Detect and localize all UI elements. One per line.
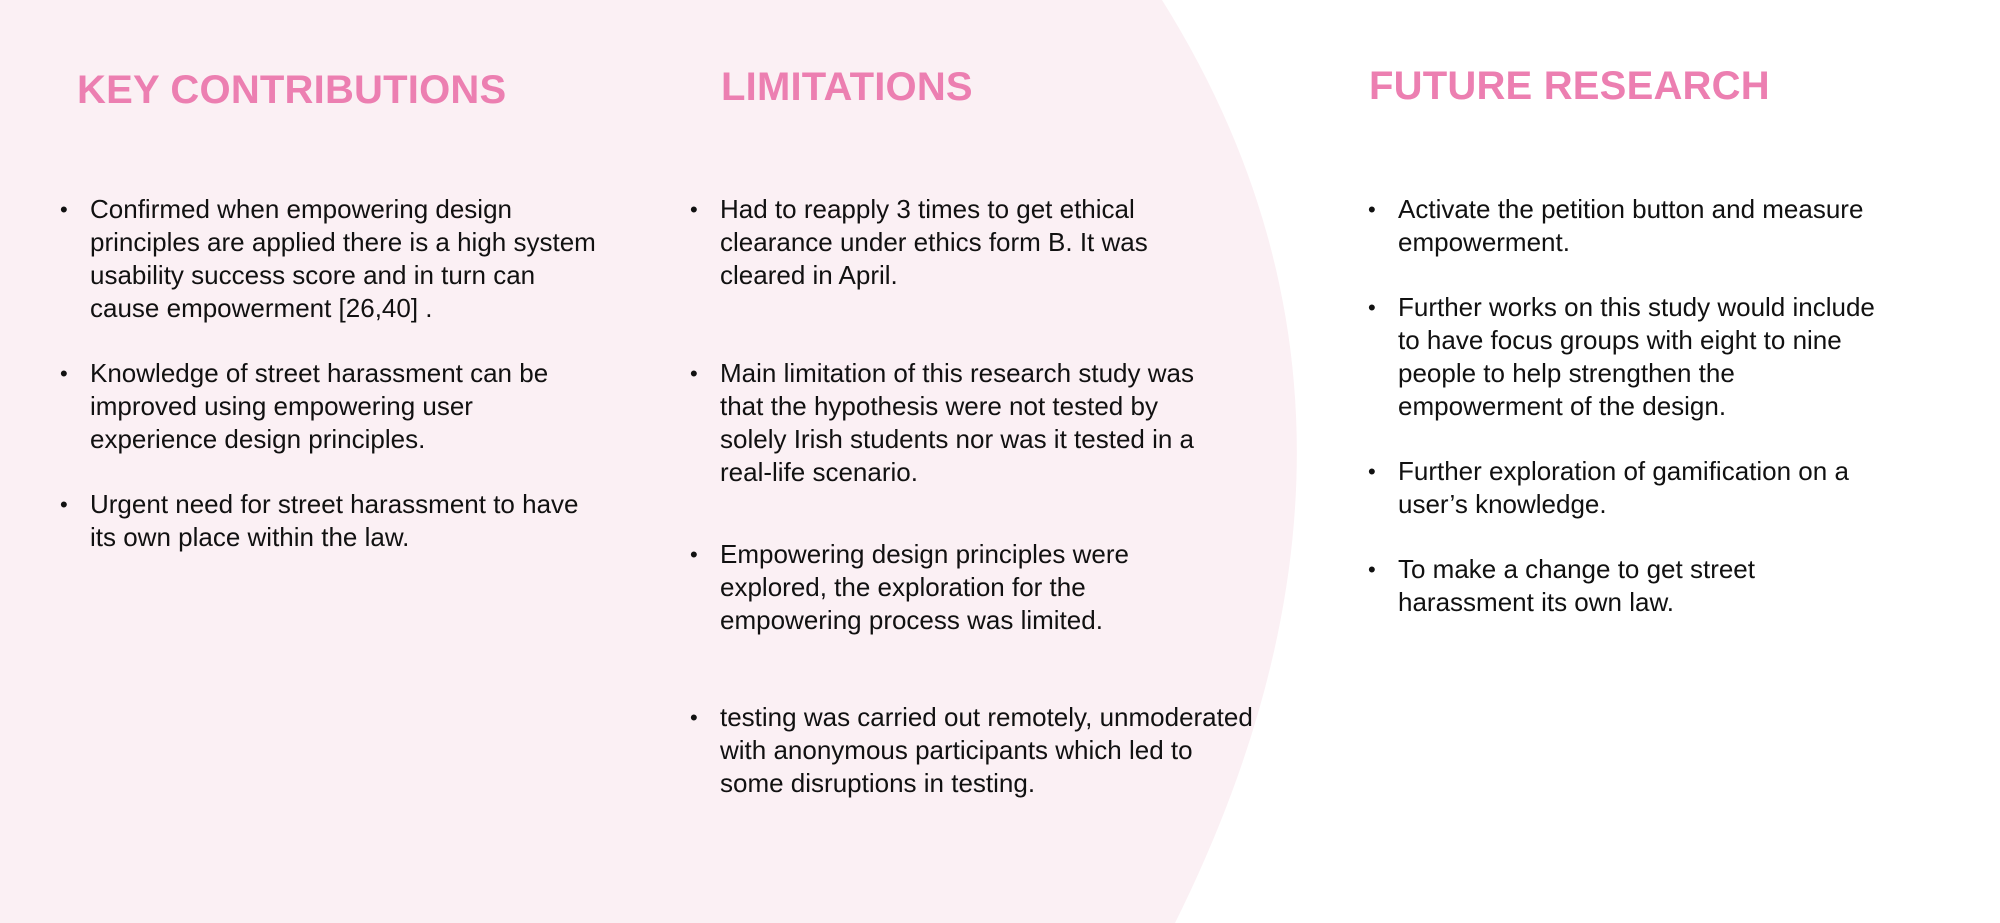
list-item-text: Activate the petition button and measure empowerment. <box>1398 194 1864 257</box>
bullet-icon: • <box>690 361 698 386</box>
bullet-icon: • <box>60 197 68 222</box>
list-item-text: Main limitation of this research study was that the hypothesis were not tested by solely Irish students nor was it tested in a real-life scenario. <box>720 358 1195 487</box>
bullet-icon: • <box>1368 295 1376 320</box>
list-item-text: Confirmed when empowering design principles are applied there is a high system usability success score and in turn can cause empowerment [26,40] . <box>90 194 596 323</box>
list-item-text: To make a change to get street harassment its own law. <box>1398 554 1755 617</box>
list-item <box>1368 553 1888 619</box>
list-item <box>690 193 1215 292</box>
list-item <box>1368 193 1888 259</box>
bullet-icon: • <box>690 197 698 222</box>
bullet-icon: • <box>690 542 698 567</box>
list-item-text: Further exploration of gamification on a user’s knowledge. <box>1398 456 1849 519</box>
bullet-icon: • <box>1368 557 1376 582</box>
bullet-icon: • <box>60 361 68 386</box>
future-research-heading: FUTURE RESEARCH <box>1369 64 1770 108</box>
list-item-text: Urgent need for street harassment to have its own place within the law. <box>90 489 579 552</box>
list-item-text: testing was carried out remotely, unmoderated with anonymous participants which led to some disruptions in testing. <box>720 702 1253 798</box>
bullet-icon: • <box>1368 197 1376 222</box>
list-item <box>690 357 1215 489</box>
list-item <box>690 701 1260 800</box>
list-item-text: Further works on this study would include to have focus groups with eight to nine people to help strengthen the empowerment of the design. <box>1398 292 1875 421</box>
list-item <box>1368 455 1888 521</box>
list-item <box>1368 291 1888 423</box>
key-contributions-heading: KEY CONTRIBUTIONS <box>77 68 507 112</box>
list-item-text: Knowledge of street harassment can be improved using empowering user experience design principles. <box>90 358 549 454</box>
list-item <box>60 488 600 554</box>
bullet-icon: • <box>60 492 68 517</box>
list-item <box>60 357 600 456</box>
list-item <box>690 538 1215 637</box>
list-item-text: Had to reapply 3 times to get ethical clearance under ethics form B. It was cleared in April. <box>720 194 1148 290</box>
bullet-icon: • <box>690 705 698 730</box>
list-item-text: Empowering design principles were explored, the exploration for the empowering process was limited. <box>720 539 1129 635</box>
list-item <box>60 193 600 325</box>
limitations-heading: LIMITATIONS <box>721 65 973 109</box>
bullet-icon: • <box>1368 459 1376 484</box>
